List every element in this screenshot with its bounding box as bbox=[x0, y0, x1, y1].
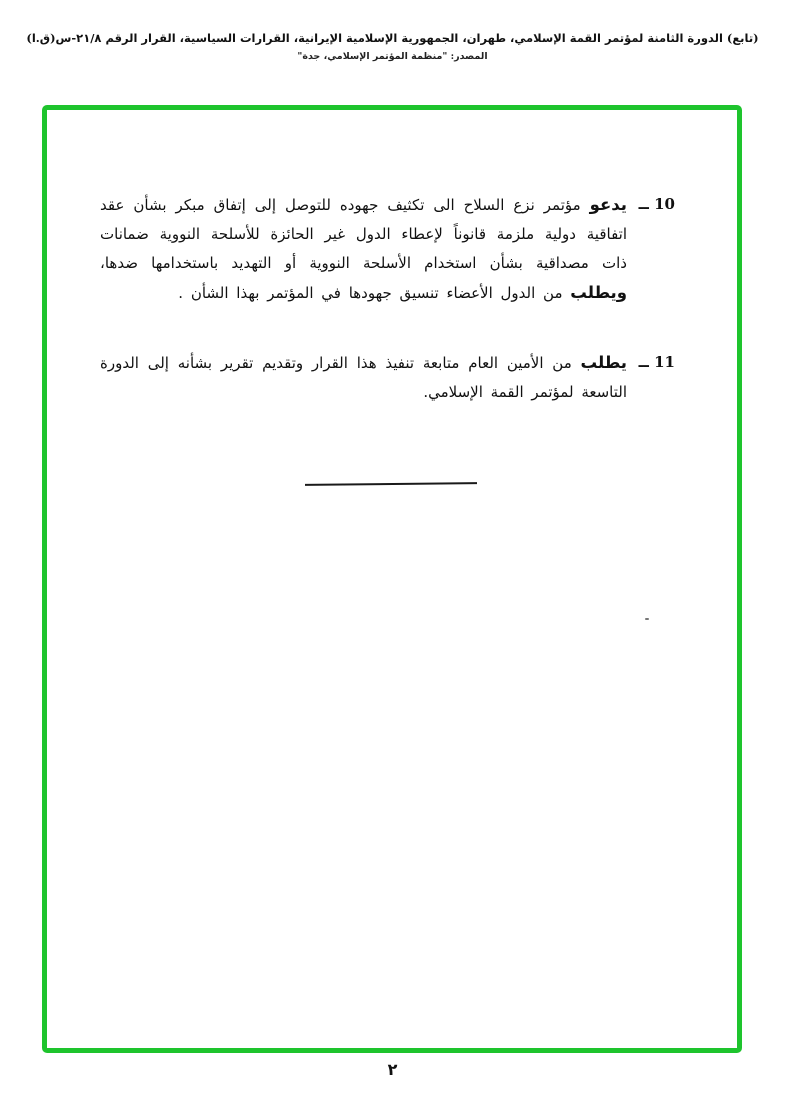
paragraph-11-lead-word: يطلب bbox=[580, 353, 627, 372]
paragraph-10-body: مؤتمر نزع السلاح الى تكثيف جهوده للتوصل إلى إتفاق مبكر بشأن عقد اتفاقية دولية ملزمة قانوناً لإعطاء الدول غير الحائزة للأسلحة النووية ضمانات ذات مصداقية بشأن استخدام الأسلحة النووية أو التهديد باستخدامها ضدها، bbox=[100, 196, 627, 272]
paragraph-11 bbox=[100, 348, 675, 407]
paragraph-11-body: من الأمين العام متابعة تنفيذ هذا القرار وتقديم تقرير بشأنه إلى الدورة التاسعة لمؤتمر القمة الإسلامي. bbox=[100, 354, 627, 401]
section-separator-line bbox=[305, 482, 477, 486]
scan-highlight-frame bbox=[42, 105, 742, 1053]
paragraph-10-body-2: من الدول الأعضاء تنسيق جهودها في المؤتمر بهذا الشأن . bbox=[178, 284, 571, 302]
header-title: (تابع) الدورة الثامنة لمؤتمر القمة الإسلامي، طهران، الجمهورية الإسلامية الإيرانية، القرارات السياسية، القرار الرقم ٢١/٨-س(ق.ا) bbox=[26, 31, 759, 45]
paragraph-11-text bbox=[100, 348, 627, 407]
paragraph-11-number: 11 ــ bbox=[638, 353, 675, 371]
paragraph-10-text bbox=[100, 190, 627, 308]
body-text bbox=[100, 190, 675, 447]
paragraph-10-number: 10 ــ bbox=[638, 195, 675, 213]
page-header bbox=[12, 30, 773, 62]
paragraph-10-lead-word: يدعو bbox=[589, 195, 627, 214]
paragraph-10 bbox=[100, 190, 675, 308]
page-number: ٢ bbox=[387, 1060, 398, 1079]
header-source: المصدر: "منظمة المؤتمر الإسلامي، جدة" bbox=[297, 51, 488, 63]
paragraph-10-lead-word-2: ويطلب bbox=[570, 283, 627, 302]
scan-artifact bbox=[645, 618, 649, 620]
